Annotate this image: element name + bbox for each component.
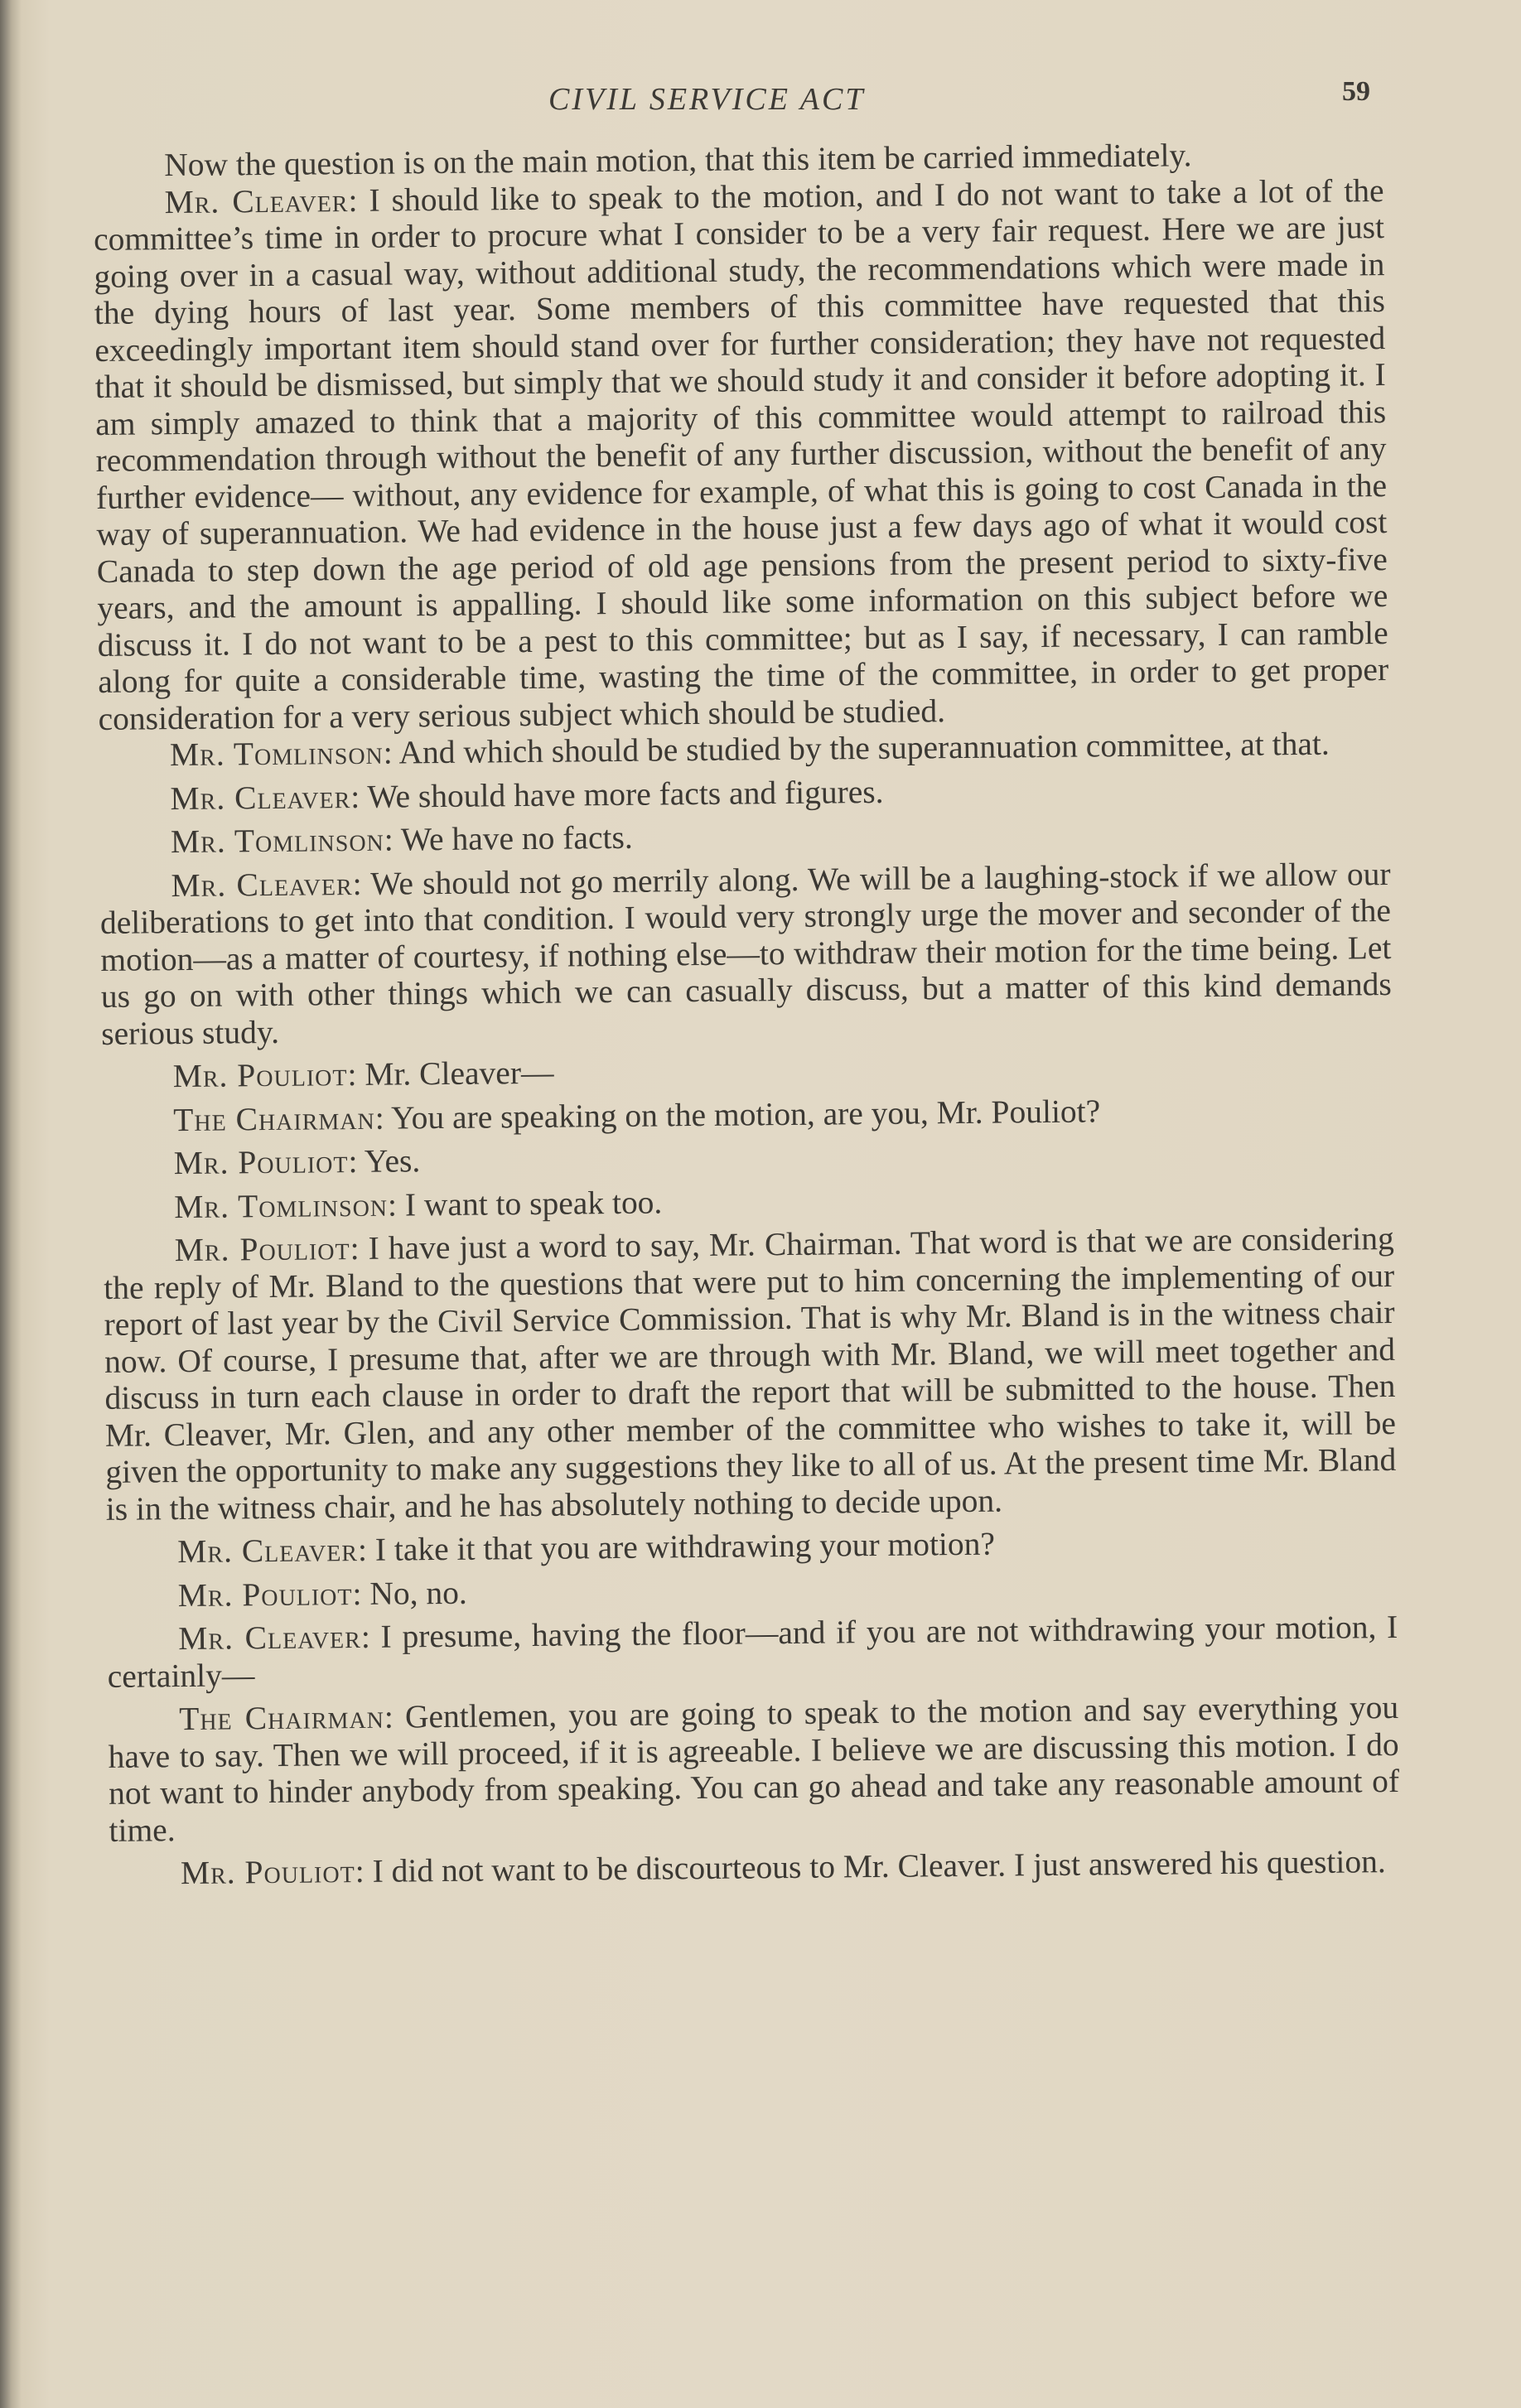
speech-paragraph — [99, 769, 1389, 818]
paragraph-text: Now the question is on the main motion, that this item be carried immediately. — [163, 137, 1192, 184]
speaker-colon: : — [348, 181, 358, 219]
speaker-name: Mr. Cleaver — [164, 181, 349, 220]
speech-text: Yes. — [357, 1142, 421, 1180]
speaker-colon: : — [384, 1698, 394, 1735]
speaker-colon: : — [387, 1186, 398, 1223]
speaker-name: Mr. Pouliot — [172, 1056, 348, 1095]
speech-text: I want to speak too. — [396, 1183, 663, 1223]
speaker-colon: : — [355, 1852, 365, 1890]
speaker-colon: : — [374, 1099, 384, 1136]
speaker-name: Mr. Pouliot — [173, 1143, 349, 1182]
speaker-name: Mr. Cleaver — [170, 778, 351, 817]
speech-paragraph — [93, 172, 1388, 737]
speaker-name: Mr. Cleaver — [171, 865, 353, 904]
speech-paragraph — [108, 1689, 1400, 1849]
speaker-name: Mr. Pouliot — [180, 1853, 355, 1892]
speaker-colon: : — [352, 1575, 362, 1612]
speaker-colon: : — [347, 1055, 357, 1093]
page-number: 59 — [1342, 76, 1370, 107]
speech-text: I presume, having the floor—and if you are not withdrawing your motion, I certainly— — [107, 1608, 1398, 1695]
speech-paragraph — [109, 1843, 1400, 1892]
speech-paragraph — [99, 812, 1390, 861]
speech-text: And which should be studied by the superannuation committee, at that. — [392, 725, 1330, 771]
speaker-name: Mr. Tomlinson — [170, 821, 384, 861]
speech-text: We should have more facts and figures. — [360, 773, 884, 815]
speaker-colon: : — [384, 821, 394, 858]
speaker-name: Mr. Tomlinson — [174, 1186, 389, 1225]
speech-paragraph — [104, 1220, 1397, 1527]
speech-text: I have just a word to say, Mr. Chairman. That word is that we are considering the reply of Mr. Bland to the questions that were put to him concerning the implementing of our report of last year by the Civil Service Commission. That is why Mr. Bland is in the witness chair now. Of course, I presume that, after we are through with Mr. Bland, we will meet together and discuss in turn each clause in order to draft the report that will be submitted to the house. Then Mr. Cleaver, Mr. Glen, and any other member of the committee who wishes to take it, will be given the opportunity to make any suggestions they like to all of us. At the present time Mr. Bland is in the witness chair, and he has absolutely nothing to decide upon. — [104, 1219, 1397, 1527]
speaker-name: Mr. Tomlinson — [169, 734, 384, 774]
speech-paragraph — [102, 1089, 1393, 1138]
speech-text: I take it that you are withdrawing your motion? — [366, 1525, 996, 1568]
running-title: CIVIL SERVICE ACT — [548, 82, 866, 117]
speech-text: We should not go merrily along. We will be a laughing-stock if we allow our deliberations to get into that condition. I would very strongly urge the mover and seconder of the motion—as a matter of courtesy, if nothing else—to withdraw their motion for the time being. Let us go on with other things which we can casually discuss, but a matter of this kind demands serious study. — [99, 855, 1392, 1052]
speaker-colon: : — [360, 1618, 371, 1655]
speaker-name: Mr. Pouliot — [177, 1575, 353, 1614]
speech-paragraph — [107, 1565, 1398, 1614]
speech-text: I did not want to be discourteous to Mr. Cleaver. I just answered his question. — [364, 1843, 1386, 1889]
running-header — [0, 76, 1521, 126]
speaker-name: Mr. Cleaver — [178, 1618, 362, 1658]
speaker-colon: : — [350, 778, 360, 815]
speech-text: We have no facts. — [393, 818, 633, 858]
speaker-colon: : — [357, 1531, 368, 1569]
speech-text: Mr. Cleaver— — [356, 1054, 554, 1093]
speaker-name: Mr. Cleaver — [177, 1532, 359, 1571]
speech-paragraph — [99, 856, 1392, 1052]
speaker-name: The Chairman — [173, 1099, 375, 1138]
speech-paragraph — [107, 1609, 1398, 1695]
speech-text: Gentlemen, you are going to speak to the motion and say everything you have to say. Then we will proceed, if it is agreeable. I believe we are discussing this motion. I do not want to hinder anybody from speaking. You can go ahead and take any reasonable amount of time. — [108, 1688, 1400, 1849]
speech-text: No, no. — [361, 1574, 467, 1612]
speech-text: I should like to speak to the motion, and I do not want to take a lot of the committee’s time in order to procure what I consider to be a very fair request. Here we are just going over in a casual way, without additional study, the recommendations which were made in the dying hours of last year. Some members of this committee have requested that this exceedingly important item should stand over for further consideration; they have not requested that it should be dismissed, but simply that we should study it and consider it before adopting it. I am simply amazed to think that a majority of this committee would attempt to railroad this recommendation through without the benefit of any further discussion, without the benefit of any further evidence— without, any evidence for example, of what this is going to cost Canada in the way of superannuation. We had evidence in the house just a few days ago of what it would cost Canada to step down the age period of old age pensions from the present period to sixty-five years, and the amount is appalling. I should like some information on this subject before we discuss it. I do not want to be a pest to this committee; but as I say, if necessary, I can ramble along for quite a considerable time, wasting the time of the committee, in order to get proper consideration for a very serious subject which should be studied. — [93, 171, 1389, 737]
speech-paragraph — [103, 1133, 1393, 1182]
speaker-name: The Chairman — [179, 1698, 385, 1738]
speaker-colon: : — [352, 865, 362, 902]
speech-paragraph — [106, 1522, 1397, 1571]
speech-text: You are speaking on the motion, are you, Mr. Pouliot? — [384, 1092, 1101, 1136]
speaker-colon: : — [383, 734, 393, 771]
speaker-colon: : — [348, 1142, 358, 1180]
transcript-body — [93, 135, 1400, 1892]
speech-paragraph — [102, 1046, 1393, 1095]
speech-paragraph — [103, 1176, 1393, 1225]
speaker-colon: : — [350, 1229, 360, 1267]
speaker-name: Mr. Pouliot — [174, 1230, 350, 1269]
